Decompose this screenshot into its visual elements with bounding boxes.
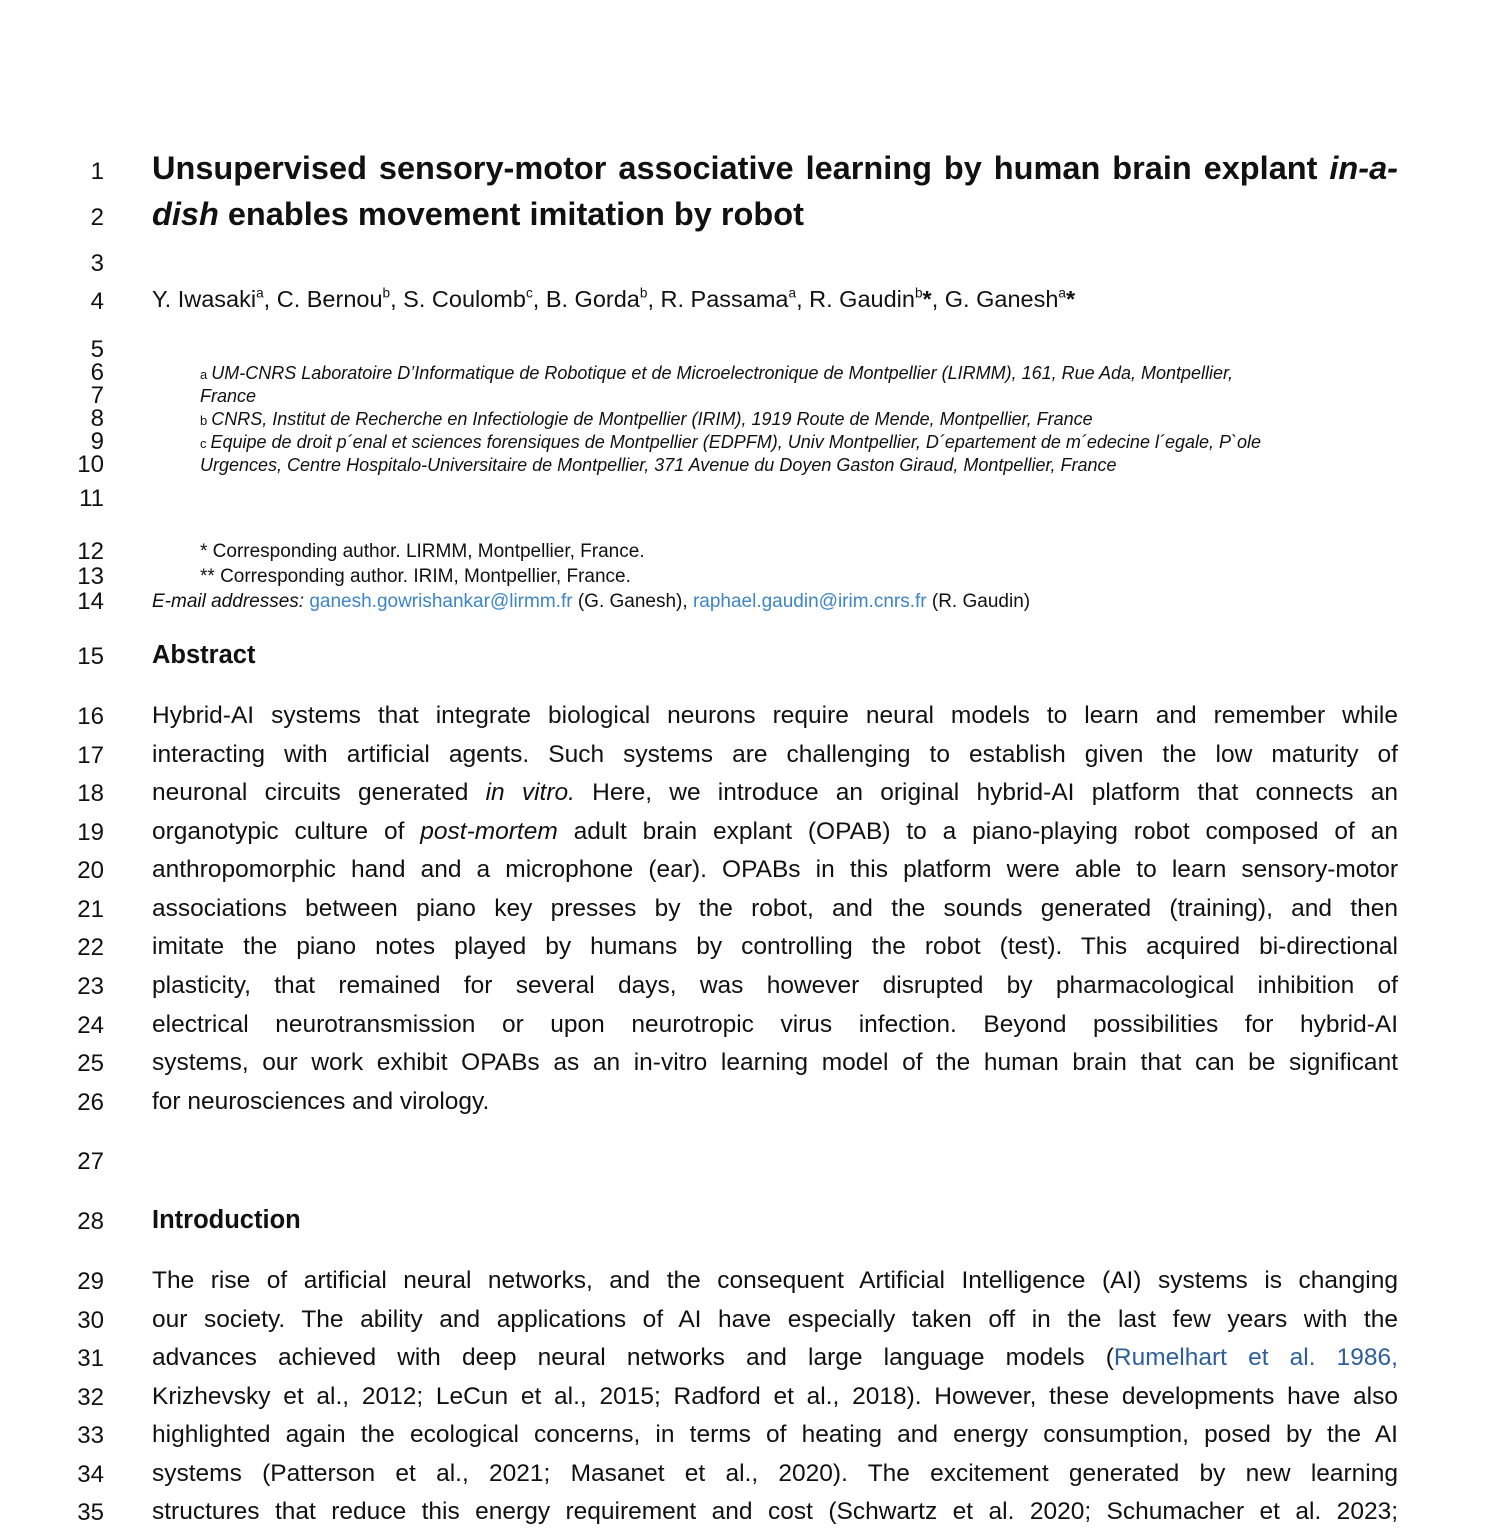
author-affiliation-mark: b: [639, 285, 648, 301]
line-number: 20: [77, 857, 104, 884]
text: Here, we introduce an original hybrid-AI platform that connects an: [574, 781, 1398, 806]
author-separator: ,: [931, 286, 945, 312]
line-number: 26: [77, 1089, 104, 1116]
author-name: R. Passama: [660, 286, 789, 312]
abstract-line: plasticity, that remained for several days, was however disrupted by pharmacological inhibition of: [152, 974, 1398, 999]
paper-title-line-1: [152, 152, 1398, 188]
line-number: 11: [79, 485, 104, 512]
line-number: 12: [77, 538, 104, 565]
author-name: G. Ganesh: [944, 286, 1059, 312]
author-separator: ,: [796, 286, 810, 312]
line-number: 16: [77, 703, 104, 730]
line-number: 23: [77, 973, 104, 1000]
line-number: 9: [90, 428, 104, 455]
author-list: [152, 285, 1398, 312]
line-number: 4: [90, 288, 104, 315]
abstract-line: systems, our work exhibit OPABs as an in-vitro learning model of the human brain that can be significant: [152, 1051, 1398, 1076]
intro-line: systems (Patterson et al., 2021; Masanet et al., 2020). The excitement generated by new learning: [152, 1462, 1398, 1487]
intro-line: highlighted again the ecological concerns, in terms of heating and energy consumption, posed by the AI: [152, 1423, 1398, 1448]
title-text: Unsupervised sensory-motor associative learning by human brain explant: [152, 152, 1330, 186]
line-number: 8: [90, 405, 104, 432]
text: neuronal circuits generated: [152, 781, 486, 806]
text: advances achieved with deep neural networks and large language models (: [152, 1346, 1114, 1371]
line-number: 18: [77, 780, 104, 807]
affiliation-c-cont: Urgences, Centre Hospitalo-Universitaire de Montpellier, 371 Avenue du Doyen Gaston Giraud, Montpellier, France: [200, 455, 1117, 475]
intro-line: structures that reduce this energy requirement and cost (Schwartz et al. 2020; Schumacher et al. 2023;: [152, 1500, 1398, 1525]
corresponding-star: *: [1066, 286, 1076, 312]
author-affiliation-mark: a: [788, 285, 797, 301]
line-number: 21: [77, 896, 104, 923]
line-number: 14: [77, 588, 104, 615]
abstract-line: imitate the piano notes played by humans by controlling the robot (test). This acquired bi-directional: [152, 935, 1398, 960]
intro-line: our society. The ability and applications of AI have especially taken off in the last few years with the: [152, 1308, 1398, 1333]
line-number: 25: [77, 1050, 104, 1077]
abstract-line: electrical neurotransmission or upon neurotropic virus infection. Beyond possibilities for hybrid-AI: [152, 1013, 1398, 1038]
text: adult brain explant (OPAB) to a piano-playing robot composed of an: [557, 820, 1398, 845]
email-owner: (R. Gaudin): [926, 591, 1031, 612]
line-number: 2: [90, 204, 104, 231]
affiliation-text: UM-CNRS Laboratoire D’Informatique de Robotique et de Microelectronique de Montpellier (LIRMM), 161, Rue Ada, Montpellier,: [211, 363, 1234, 383]
affiliation-a-cont: France: [200, 386, 257, 406]
paper-title-line-2: [152, 198, 1398, 231]
line-number: 29: [77, 1268, 104, 1295]
italic-text: in vitro.: [485, 781, 575, 806]
email-addresses: [152, 592, 1398, 611]
line-number: 15: [77, 643, 104, 670]
introduction-heading: Introduction: [152, 1206, 301, 1234]
author-separator: ,: [263, 286, 277, 312]
text: organotypic culture of: [152, 820, 421, 845]
affiliation-text: Equipe de droit p´enal et sciences forensiques de Montpellier (EDPFM), Univ Montpellier, D´epartement de m´edecine l´egale, P`ole: [210, 432, 1262, 452]
intro-line: The rise of artificial neural networks, and the consequent Artificial Intelligence (AI) systems is changing: [152, 1269, 1398, 1294]
abstract-line: anthropomorphic hand and a microphone (ear). OPABs in this platform were able to learn sensory-motor: [152, 858, 1398, 883]
author-name: S. Coulomb: [403, 286, 526, 312]
author-affiliation-mark: c: [525, 285, 533, 301]
email-owner: (G. Ganesh),: [572, 591, 693, 612]
line-number: 32: [77, 1384, 104, 1411]
line-number: 13: [77, 563, 104, 590]
title-italic: in-a-: [1329, 152, 1398, 186]
line-number: 31: [77, 1345, 104, 1372]
affiliation-mark: a: [200, 367, 208, 382]
affiliation-text: CNRS, Institut de Recherche en Infectiologie de Montpellier (IRIM), 1919 Route de Mende, Montpellier, France: [211, 409, 1093, 429]
author-affiliation-mark: b: [382, 285, 391, 301]
author-name: Y. Iwasaki: [152, 286, 257, 312]
line-number: 1: [90, 158, 104, 185]
corresponding-author-1: * Corresponding author. LIRMM, Montpellier, France.: [200, 541, 645, 562]
line-number: 22: [77, 934, 104, 961]
affiliation-b: [200, 410, 1446, 428]
email-label: E-mail addresses:: [152, 591, 305, 612]
affiliation-mark: c: [200, 436, 207, 451]
abstract-line: for neurosciences and virology.: [152, 1090, 490, 1115]
abstract-line: associations between piano key presses by the robot, and the sounds generated (training), and then: [152, 897, 1398, 922]
author-name: C. Bernou: [276, 286, 383, 312]
line-number: 3: [90, 250, 104, 277]
line-number: 35: [77, 1499, 104, 1526]
line-number: 33: [77, 1422, 104, 1449]
intro-line: Krizhevsky et al., 2012; LeCun et al., 2015; Radford et al., 2018). However, these developments have also: [152, 1385, 1398, 1410]
line-number: 30: [77, 1307, 104, 1334]
author-name: R. Gaudin: [809, 286, 915, 312]
author-name: B. Gorda: [545, 286, 640, 312]
author-separator: ,: [532, 286, 546, 312]
line-number: 27: [77, 1148, 104, 1175]
corresponding-author-2: ** Corresponding author. IRIM, Montpellier, France.: [200, 566, 631, 587]
line-number: 28: [77, 1208, 104, 1235]
citation-link[interactable]: Rumelhart et al. 1986,: [1113, 1346, 1398, 1371]
abstract-line: [152, 820, 1398, 846]
abstract-line: Hybrid-AI systems that integrate biological neurons require neural models to learn and remember while: [152, 704, 1398, 729]
abstract-line: [152, 781, 1398, 807]
author-separator: ,: [647, 286, 661, 312]
abstract-line: interacting with artificial agents. Such systems are challenging to establish given the low maturity of: [152, 743, 1398, 768]
title-text: enables movement imitation by robot: [218, 196, 804, 232]
line-number: 6: [90, 359, 104, 386]
abstract-heading: Abstract: [152, 641, 256, 669]
intro-line: [152, 1346, 1398, 1372]
author-affiliation-mark: a: [256, 285, 264, 301]
affiliation-a: [200, 364, 1446, 382]
email-link-gaudin[interactable]: raphael.gaudin@irim.cnrs.fr: [692, 591, 927, 612]
line-number: 24: [77, 1012, 104, 1039]
author-affiliation-mark: a: [1058, 285, 1066, 301]
line-number: 17: [77, 742, 104, 769]
affiliation-mark: b: [200, 413, 208, 428]
affiliation-c: [200, 433, 1446, 451]
line-number: 19: [77, 819, 104, 846]
corresponding-star: *: [922, 286, 932, 312]
email-link-ganesh[interactable]: ganesh.gowrishankar@lirmm.fr: [309, 591, 573, 612]
italic-text: post-mortem: [420, 820, 558, 845]
line-number: 7: [90, 382, 104, 409]
line-number: 34: [77, 1461, 104, 1488]
line-number: 5: [90, 336, 104, 363]
line-number: 10: [77, 451, 104, 478]
author-affiliation-mark: b: [914, 285, 923, 301]
author-separator: ,: [390, 286, 404, 312]
title-italic: dish: [152, 196, 219, 232]
